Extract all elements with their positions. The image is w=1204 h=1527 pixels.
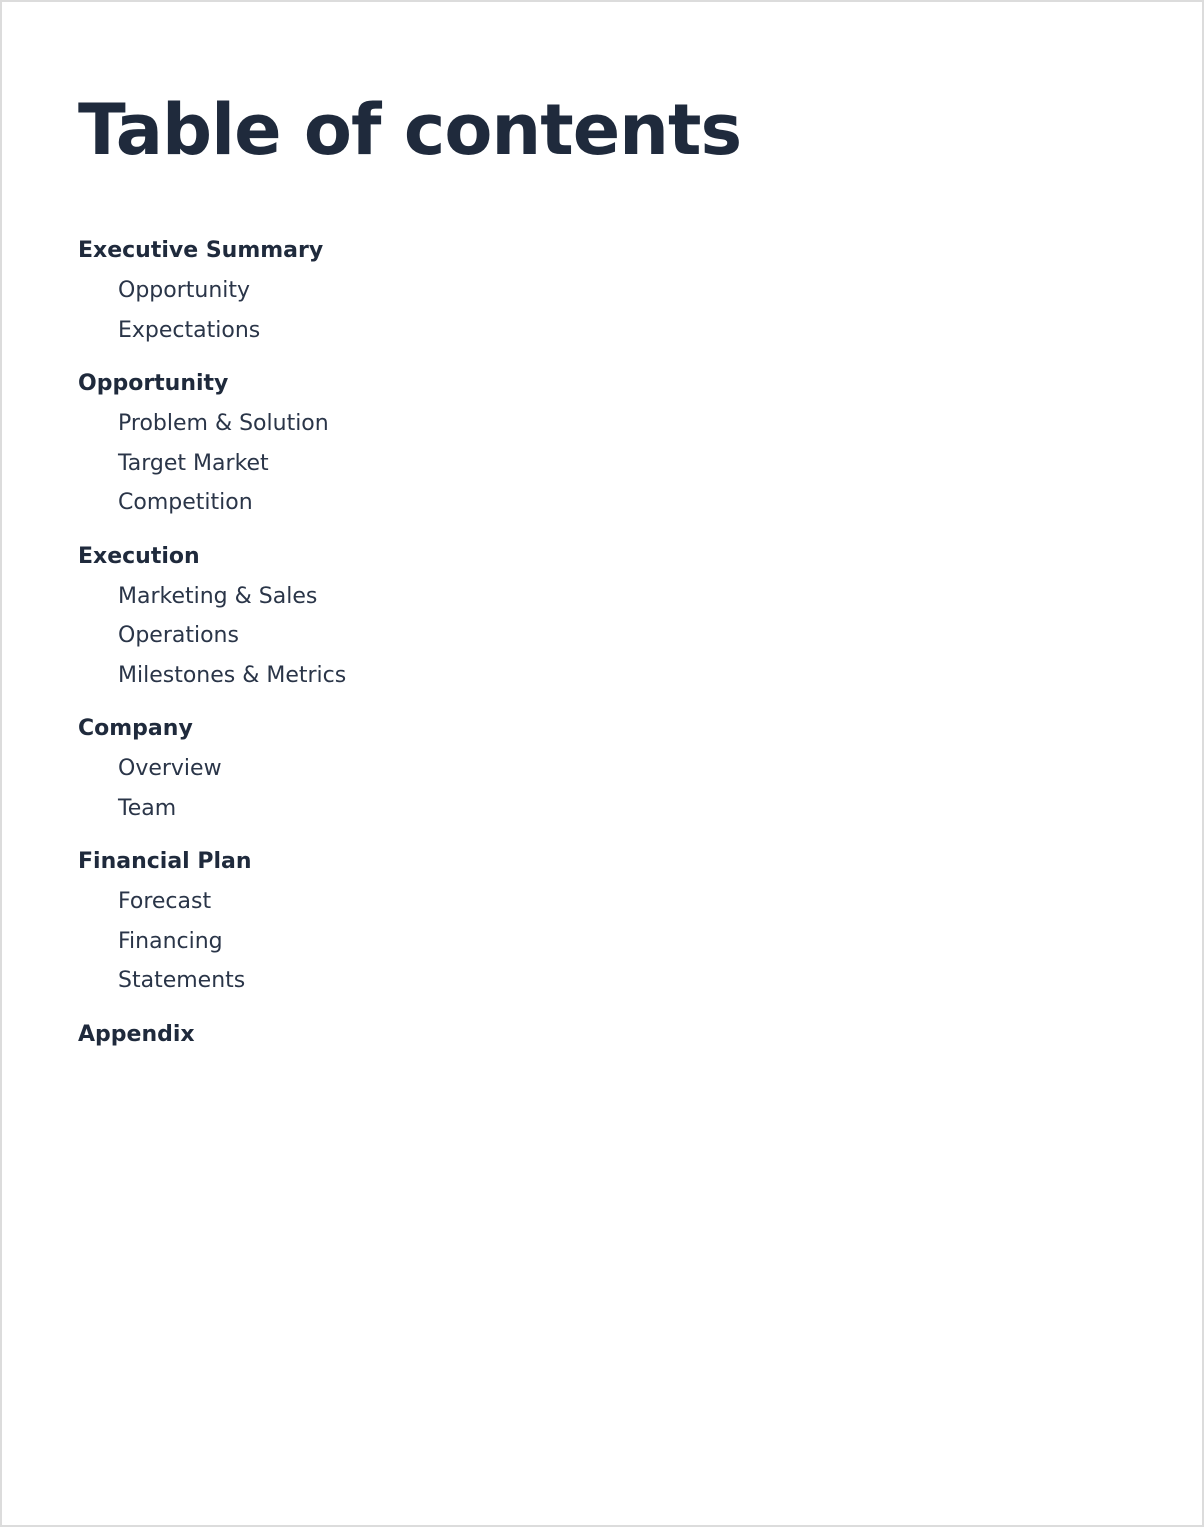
toc-item-financing[interactable]: Financing xyxy=(118,928,223,954)
toc-item-opportunity[interactable]: Opportunity xyxy=(118,278,251,303)
toc-section-financial-plan xyxy=(78,842,778,1001)
toc-item-operations[interactable]: Operations xyxy=(118,623,239,648)
toc-subitems xyxy=(78,882,778,1001)
toc-item-expectations[interactable]: Expectations xyxy=(118,317,261,343)
toc-item-competition[interactable]: Competition xyxy=(118,490,253,515)
toc-section-executive-summary xyxy=(78,231,778,350)
toc-section-execution xyxy=(78,537,778,696)
toc-section-appendix xyxy=(78,1015,778,1055)
table-of-contents xyxy=(78,231,778,1069)
page-title: Table of contents xyxy=(78,89,742,171)
toc-heading-company[interactable]: Company xyxy=(78,716,193,741)
toc-heading-executive-summary[interactable]: Executive Summary xyxy=(78,238,324,263)
toc-section-opportunity xyxy=(78,364,778,523)
toc-subitems xyxy=(78,749,778,828)
toc-item-overview[interactable]: Overview xyxy=(118,756,222,781)
toc-heading-financial-plan[interactable]: Financial Plan xyxy=(78,849,252,874)
toc-item-forecast[interactable]: Forecast xyxy=(118,889,212,914)
toc-section-company xyxy=(78,709,778,828)
toc-item-problem-solution[interactable]: Problem & Solution xyxy=(118,411,329,436)
toc-heading-appendix[interactable]: Appendix xyxy=(78,1021,195,1047)
toc-subitems xyxy=(78,404,778,523)
toc-heading-execution[interactable]: Execution xyxy=(78,543,200,569)
toc-item-statements[interactable]: Statements xyxy=(118,968,246,993)
toc-subitems xyxy=(78,577,778,696)
toc-item-team[interactable]: Team xyxy=(118,795,177,821)
toc-item-target-market[interactable]: Target Market xyxy=(118,450,269,476)
toc-subitems xyxy=(78,271,778,350)
toc-heading-opportunity[interactable]: Opportunity xyxy=(78,371,229,396)
toc-item-marketing-sales[interactable]: Marketing & Sales xyxy=(118,583,318,609)
toc-item-milestones-metrics[interactable]: Milestones & Metrics xyxy=(118,662,347,688)
